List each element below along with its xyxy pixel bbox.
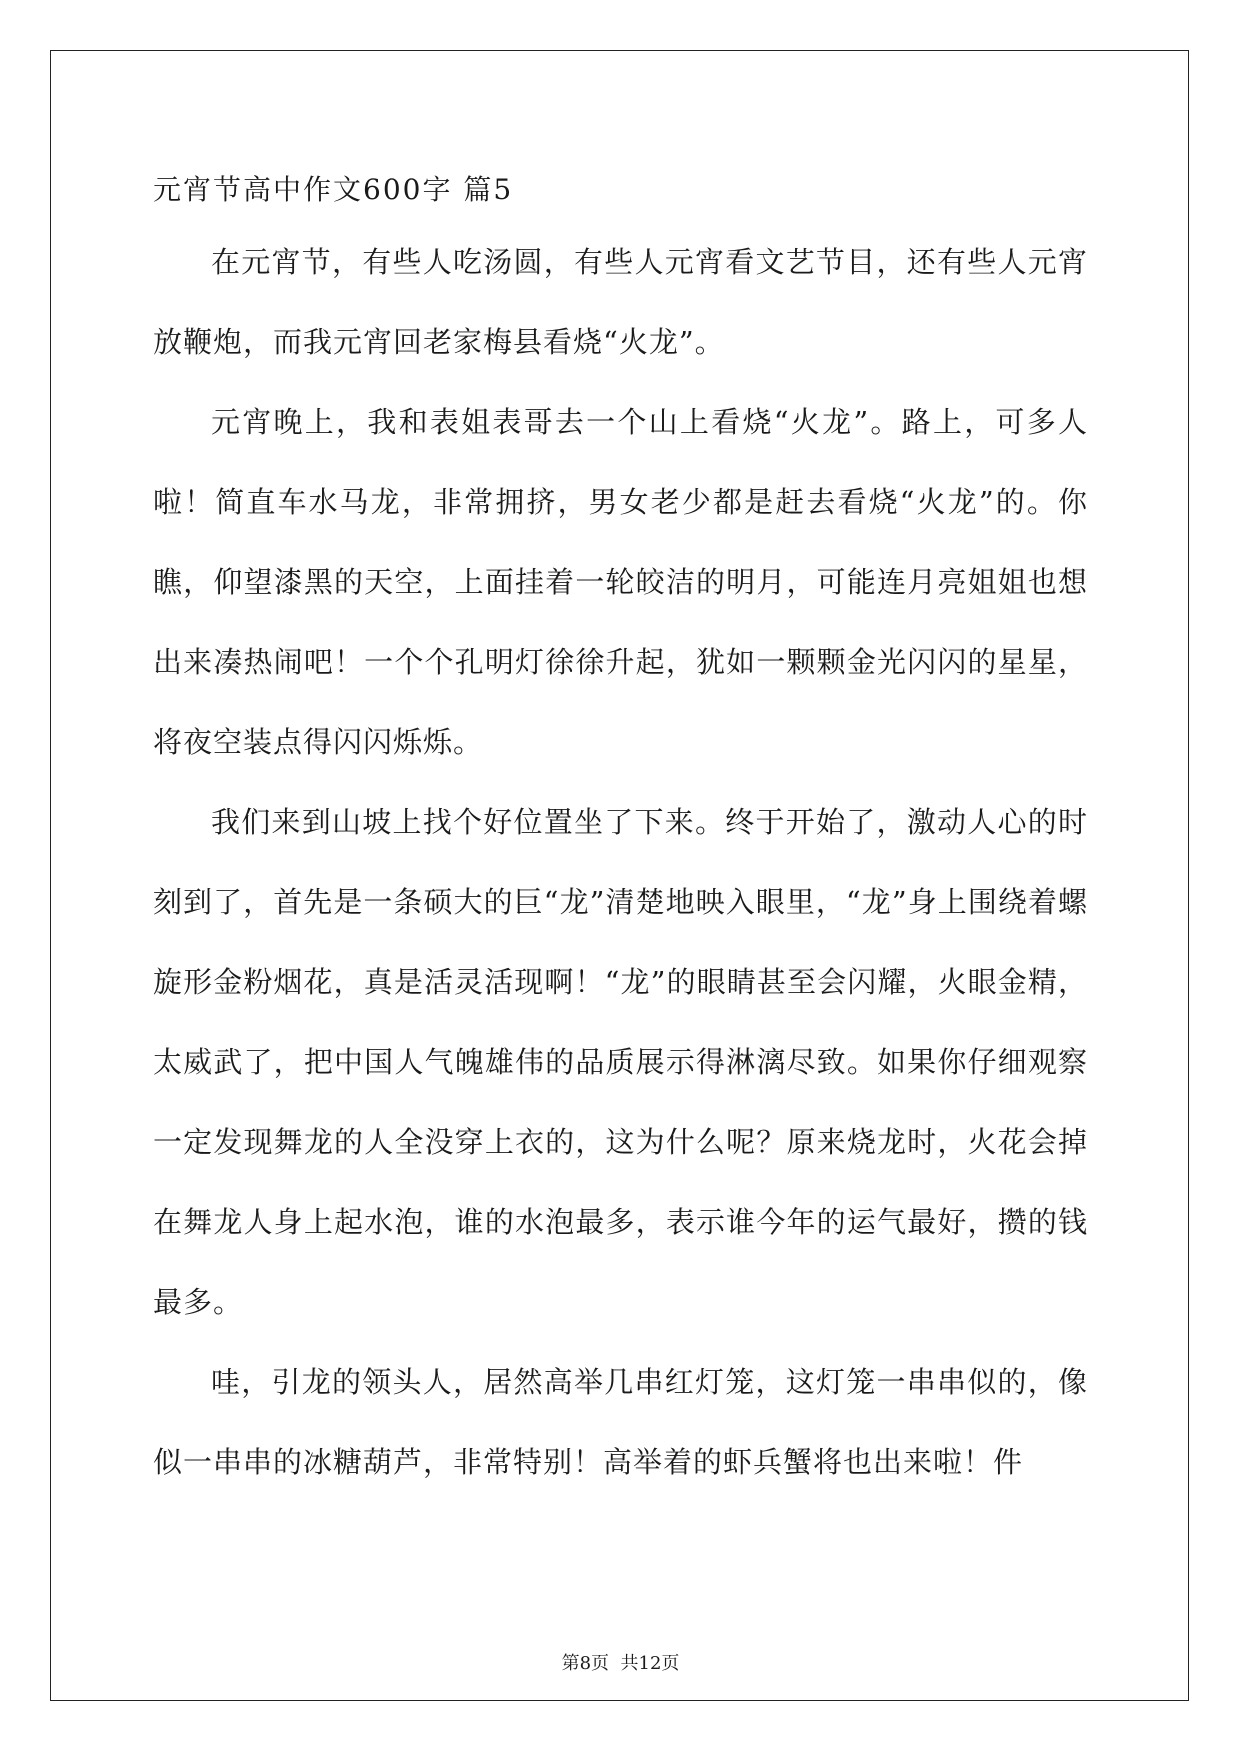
document-body — [153, 222, 1088, 1502]
paragraph: 我们来到山坡上找个好位置坐了下来。终于开始了，激动人心的时刻到了，首先是一条硕大的巨“龙”清楚地映入眼里，“龙”身上围绕着螺旋形金粉烟花，真是活灵活现啊！“龙”的眼睛甚至会闪耀，火眼金精，太威武了，把中国人气魄雄伟的品质展示得淋漓尽致。如果你仔细观察一定发现舞龙的人全没穿上衣的，这为什么呢？原来烧龙时，火花会掉在舞龙人身上起水泡，谁的水泡最多，表示谁今年的运气最好，攒的钱最多。 — [153, 805, 1088, 1319]
paragraph: 哇，引龙的领头人，居然高举几串红灯笼，这灯笼一串串似的，像似一串串的冰糖葫芦，非常特别！高举着的虾兵蟹将也出来啦！件 — [153, 1365, 1088, 1479]
page-number-footer: 第8页 共12页 — [561, 1653, 680, 1674]
paragraph: 元宵晚上，我和表姐表哥去一个山上看烧“火龙”。路上，可多人啦！简直车水马龙，非常拥挤，男女老少都是赶去看烧“火龙”的。你瞧，仰望漆黑的天空，上面挂着一轮皎洁的明月，可能连月亮姐姐也想出来凑热闹吧！一个个孔明灯徐徐升起，犹如一颗颗金光闪闪的星星，将夜空装点得闪闪烁烁。 — [153, 405, 1088, 759]
paragraph: 在元宵节，有些人吃汤圆，有些人元宵看文艺节目，还有些人元宵放鞭炮，而我元宵回老家梅县看烧“火龙”。 — [153, 245, 1088, 359]
document-title: 元宵节高中作文600字 篇5 — [153, 173, 514, 206]
